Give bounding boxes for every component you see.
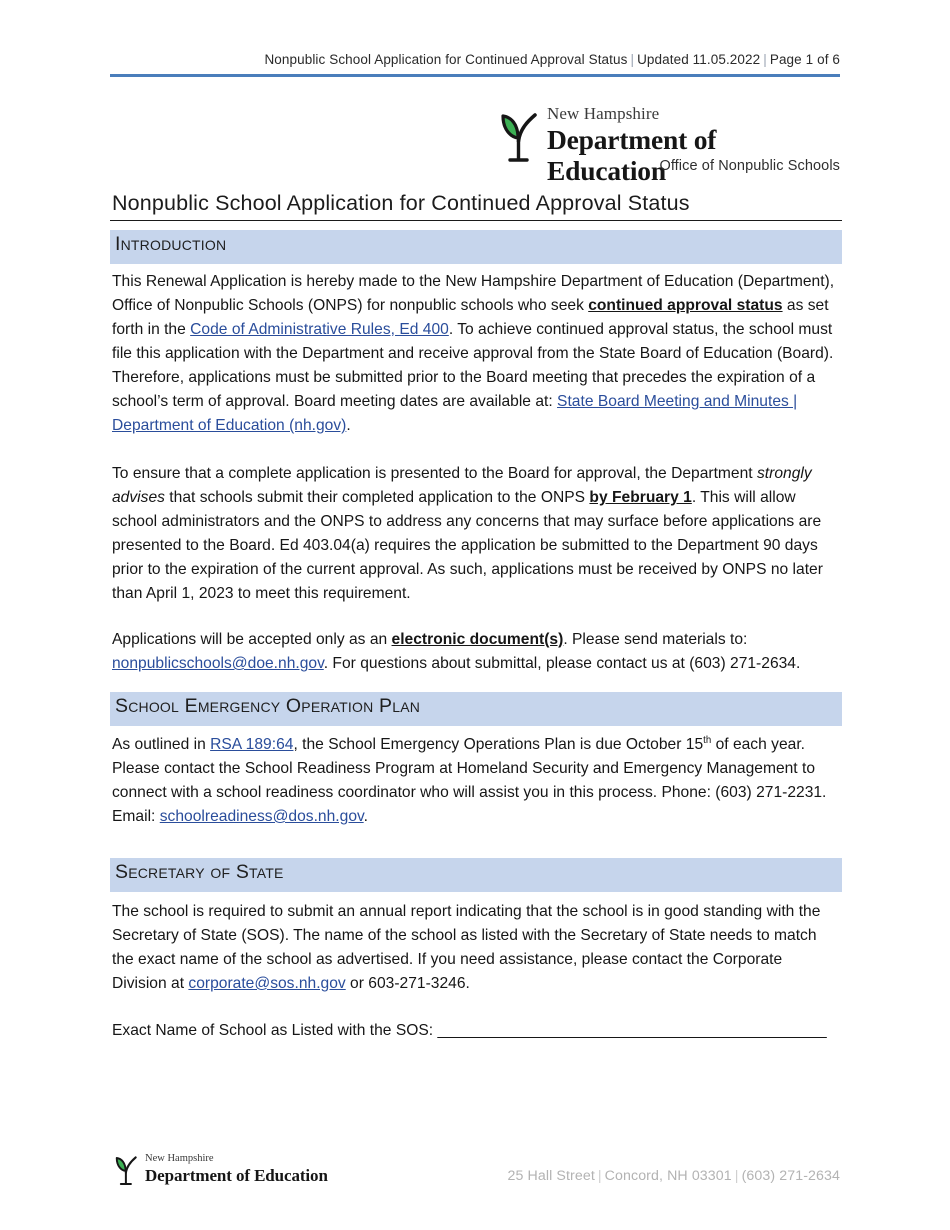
section-band-school-emergency-operation-plan bbox=[110, 692, 842, 726]
footer-logo-text bbox=[145, 1152, 328, 1186]
header-rule-divider bbox=[110, 74, 840, 77]
logo-office-name: Office of Nonpublic Schools bbox=[659, 158, 840, 174]
intro-p1-text-3: . To achieve continued approval status, the school must file this application with the Department and receive approval from the State Board of Education (Board). Therefore, applications must be submitted prior to the Board meeting that precedes the expiration of a school’s term of approval. Board meeting dates are available at: bbox=[112, 321, 834, 410]
footer-phone: (603) 271-2634 bbox=[741, 1168, 840, 1184]
footer-separator-1: | bbox=[597, 1168, 602, 1184]
page-title: Nonpublic School Application for Continued Approval Status bbox=[112, 191, 690, 215]
sos-paragraph-1 bbox=[112, 900, 840, 996]
intro-p1-bold-1: continued approval status bbox=[588, 297, 783, 314]
footer-city-state-zip: Concord, NH 03301 bbox=[604, 1168, 732, 1184]
seop-p1-superscript-th: th bbox=[703, 734, 712, 746]
link-schoolreadiness-email[interactable]: schoolreadiness@dos.nh.gov bbox=[159, 808, 364, 825]
link-rsa-189-64[interactable]: RSA 189:64 bbox=[210, 736, 294, 753]
sprout-leaf-icon bbox=[495, 110, 539, 166]
intro-p1-text-2: as set forth in the bbox=[112, 297, 829, 338]
intro-paragraph-1 bbox=[112, 270, 840, 438]
footer-address bbox=[508, 1168, 840, 1184]
intro-paragraph-2 bbox=[112, 462, 840, 606]
link-corporate-email[interactable]: corporate@sos.nh.gov bbox=[188, 975, 346, 992]
link-state-board-meeting-minutes[interactable]: State Board Meeting and Minutes | Department of Education (nh.gov) bbox=[112, 393, 798, 434]
logo-department-name: Department of Education bbox=[547, 124, 717, 186]
seop-p1-text-3: of each year. Please contact the School Readiness Program at Homeland Security and Emergency Management to connect with a school readiness coordinator who will assist you in this process. Phone: (603) 271-2231. Email: bbox=[112, 736, 827, 825]
title-rule-divider bbox=[110, 220, 842, 221]
intro-p2-text-3: . This will allow school administrators and the ONPS to address any concerns that may surface before applications are presented to the Board. Ed 403.04(a) requires the application be submitted to the Department 90 days prior to the expiration of the current approval. As such, applications must be received by ONPS no later than April 1, 2023 to meet this requirement. bbox=[112, 489, 823, 602]
intro-p1-text-1: This Renewal Application is hereby made to the New Hampshire Department of Education (Department), Office of Nonpublic Schools (ONPS) for nonpublic schools who seek bbox=[112, 273, 835, 314]
intro-p3-bold-1: electronic document(s) bbox=[391, 631, 564, 648]
section-band-secretary-of-state bbox=[110, 858, 842, 892]
intro-p2-text-2: that schools submit their completed application to the ONPS bbox=[164, 489, 590, 506]
link-nonpublicschools-email[interactable]: nonpublicschools@doe.nh.gov bbox=[112, 655, 324, 672]
intro-p2-italic-1: strongly advises bbox=[112, 465, 812, 506]
header-separator-1: | bbox=[630, 52, 635, 67]
sos-p1-text-2: or 603-271-3246. bbox=[345, 975, 470, 992]
intro-p2-bold-1: by February 1 bbox=[589, 489, 692, 506]
seop-p1-text-4: . bbox=[363, 808, 368, 825]
intro-paragraph-3 bbox=[112, 628, 840, 676]
doe-logo bbox=[495, 104, 840, 186]
section-heading-school-emergency-operation-plan: School Emergency Operation Plan bbox=[115, 695, 421, 717]
header-updated: Updated 11.05.2022 bbox=[637, 52, 761, 67]
link-code-of-administrative-rules[interactable]: Code of Administrative Rules, Ed 400 bbox=[190, 321, 449, 338]
intro-p3-text-3: . For questions about submittal, please contact us at (603) 271-2634. bbox=[323, 655, 801, 672]
footer-doe-logo bbox=[112, 1152, 412, 1194]
section-heading-introduction: Introduction bbox=[115, 233, 227, 255]
section-heading-secretary-of-state: Secretary of State bbox=[115, 861, 284, 883]
seop-paragraph-1 bbox=[112, 733, 840, 829]
footer-separator-2: | bbox=[734, 1168, 739, 1184]
page-header bbox=[110, 52, 840, 67]
section-band-introduction bbox=[110, 230, 842, 264]
seop-p1-text-1: As outlined in bbox=[112, 736, 211, 753]
header-doc-name: Nonpublic School Application for Continued Approval Status bbox=[264, 52, 628, 67]
exact-school-name-field-row bbox=[112, 1019, 840, 1043]
header-page-number: Page 1 of 6 bbox=[769, 52, 840, 67]
intro-p1-text-4: . bbox=[346, 417, 351, 434]
logo-state-name: New Hampshire bbox=[547, 104, 660, 123]
footer-department-name: Department of Education bbox=[145, 1166, 328, 1185]
sos-p1-text-1: The school is required to submit an annual report indicating that the school is in good standing with the Secretary of State (SOS). The name of the school as listed with the Secretary of State needs to match the exact name of the school as advertised. If you need assistance, please contact the Corporate Division at bbox=[112, 903, 821, 992]
exact-school-name-label: Exact Name of School as Listed with the SOS: bbox=[112, 1022, 438, 1039]
footer-street: 25 Hall Street bbox=[507, 1168, 595, 1184]
intro-p2-text-1: To ensure that a complete application is presented to the Board for approval, the Department bbox=[112, 465, 757, 482]
exact-school-name-input[interactable]: _______________________________________________ bbox=[437, 1022, 827, 1039]
intro-p3-text-2: . Please send materials to: bbox=[563, 631, 748, 648]
intro-p3-text-1: Applications will be accepted only as an bbox=[112, 631, 392, 648]
seop-p1-text-2: , the School Emergency Operations Plan is due October 15 bbox=[293, 736, 704, 753]
footer-state-name: New Hampshire bbox=[145, 1153, 214, 1164]
footer-sprout-leaf-icon bbox=[112, 1154, 138, 1188]
header-separator-2: | bbox=[763, 52, 767, 67]
